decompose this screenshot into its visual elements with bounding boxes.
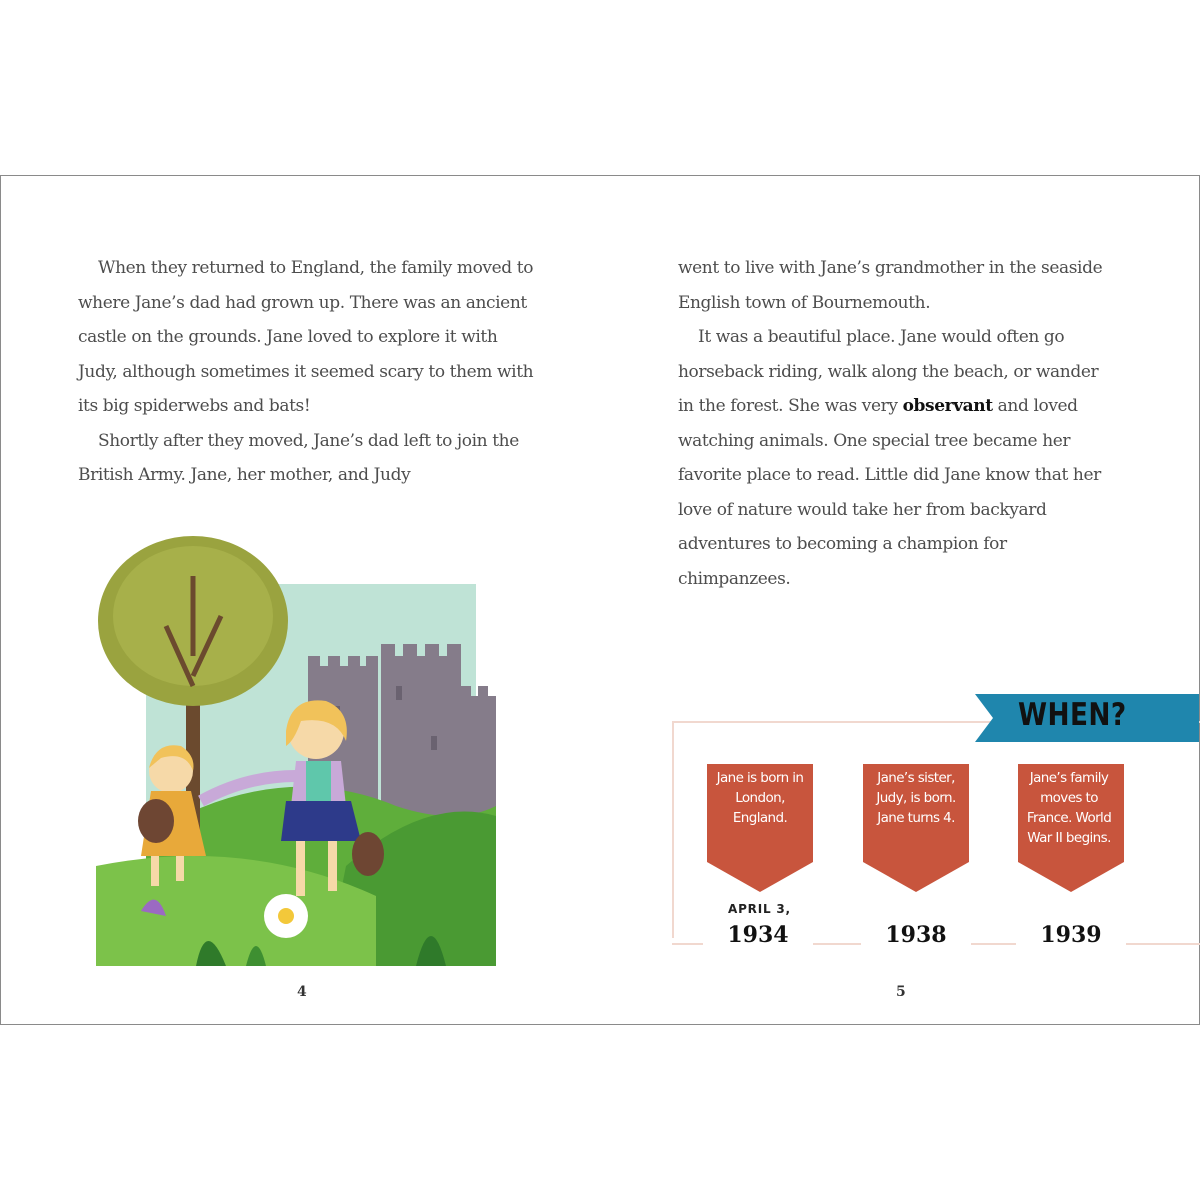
timeline-year-1: 1934 <box>703 922 813 948</box>
page-number-right: 5 <box>896 984 906 1000</box>
left-paragraph-1: When they returned to England, the family moved to where Jane’s dad had grown up. There was an ancient castle on the grounds. Jane loved to explore it with Judy, although sometimes it seemed scary to them with its big spiderwebs and bats! <box>78 258 534 416</box>
timeline-event-2-text: Jane’s sister, Judy, is born. Jane turns 4. <box>876 770 956 826</box>
timeline-event-1-date: APRIL 3, <box>728 902 791 916</box>
left-paragraph-2: Shortly after they moved, Jane’s dad left to join the British Army. Jane, her mother, and Judy <box>78 430 519 485</box>
right-paragraph-2-text-a: It was a beautiful place. Jane would often go horseback riding, walk along the beach, or wander in the forest. She was very <box>678 327 1099 416</box>
timeline-event-3-text: Jane’s family moves to France. World War II begins. <box>1026 770 1112 846</box>
page-number-left: 4 <box>297 984 307 1000</box>
left-page-text <box>78 251 538 493</box>
timeline-year-2: 1938 <box>861 922 971 948</box>
illustration-castle-girls <box>96 536 506 966</box>
right-paragraph-2 <box>678 320 1108 596</box>
right-paragraph-1: went to live with Jane’s grandmother in the seaside English town of Bournemouth. <box>678 258 1103 313</box>
right-page <box>600 176 1199 1024</box>
timeline-heading: WHEN? <box>1018 697 1127 733</box>
book-spread <box>0 175 1200 1025</box>
glossary-term-observant: observant <box>902 396 993 416</box>
left-page <box>1 176 600 1024</box>
right-paragraph-2-text-b: and loved watching animals. One special tree became her favorite place to read. Little did Jane know that her love of nature would take her from backyard adventures to becoming a champion for chimpanzees. <box>678 396 1101 589</box>
timeline-event-1-text: Jane is born in London, England. <box>716 770 804 826</box>
timeline-year-3: 1939 <box>1016 922 1126 948</box>
right-page-text <box>678 251 1108 596</box>
